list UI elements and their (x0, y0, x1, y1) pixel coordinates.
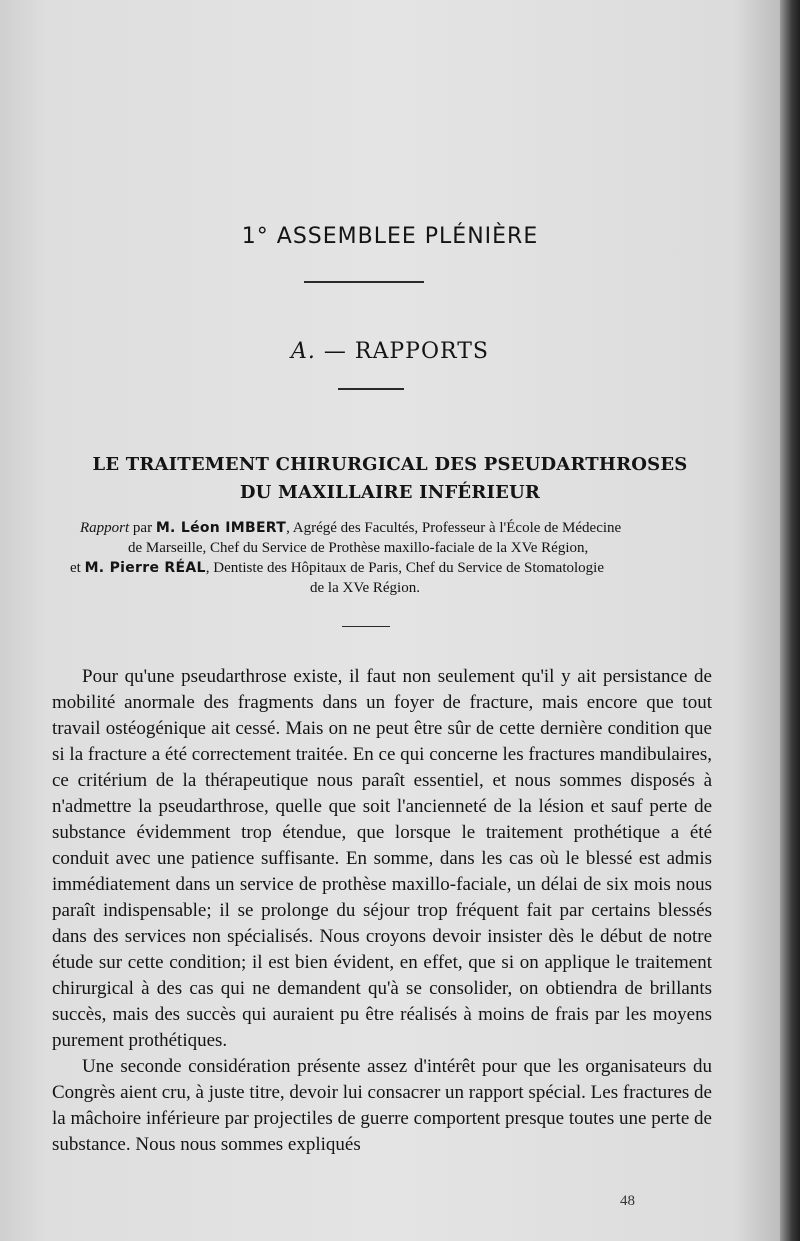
rapport-label: Rapport (80, 520, 130, 536)
author-imbert: M. Léon IMBERT (155, 520, 287, 536)
par-word: par (129, 520, 156, 536)
article-title (60, 451, 720, 507)
et-word: et (70, 560, 85, 576)
subsection-heading (0, 339, 780, 364)
paragraph-2: Une seconde considération présente assez d'intérêt pour que les organisateurs du Congrès aient cru, à juste titre, devoir lui consacrer un rapport spécial. Les fractures de la mâchoire inférieure par projectiles de guerre comportent presque toutes une perte de substance. Nous nous sommes expliqués (52, 1056, 712, 1155)
report-line-2: de Marseille, Chef du Service de Prothèse maxillo-faciale de la XVe Région, (128, 540, 589, 556)
report-line-1 (70, 518, 720, 538)
paragraph-1: Pour qu'une pseudarthrose existe, il faut non seulement qu'il y ait persistance de mobilité anormale des fragments dans un foyer de fracture, mais encore que tout travail ostéogénique ait cessé. Mais on ne peut être sûr de cette dernière condition que si la fracture a été correctement traitée. En ce qui concerne les fractures mandibulaires, ce critérium de la thérapeutique nous paraît essentiel, et nous sommes disposés à n'admettre la pseudarthrose, quelle que soit l'ancienneté de la lésion et sauf perte de substance évidemment trop étendue, que lorsque le traitement prothétique a été conduit avec une patience suffisante. En somme, dans les cas où le blessé est admis immédiatement dans un service de prothèse maxillo-faciale, un délai de six mois nous paraît indispensable; il se prolonge du séjour trop fréquent fait par certains blessés dans des services non spécialisés. Nous croyons devoir insister dès le début de notre étude sur cette condition; il est bien évident, en effet, que si on applique le traitement chirurgical à des cas qui ne demandent qu'à se consolider, on obtiendra de brillants succès, mais des succès qui auraient pu être réalisés à moins de frais par les moyens purement prothétiques. (52, 666, 712, 1051)
subsection-dash: — (323, 339, 347, 364)
section-heading (0, 224, 780, 249)
report-divider (342, 626, 390, 627)
subsection-title: RAPPORTS (354, 339, 489, 364)
subsection-letter: A. (291, 339, 316, 364)
report-line-4: de la XVe Région. (310, 580, 420, 596)
page-edge-shadow (780, 0, 800, 1241)
page-number: 48 (620, 1193, 635, 1209)
subsection-divider (338, 388, 404, 390)
section-divider (304, 281, 424, 283)
report-attribution (70, 518, 720, 598)
author-imbert-desc: , Agrégé des Facultés, Professeur à l'École de Médecine (286, 520, 622, 536)
article-title-line2: DU MAXILLAIRE INFÉRIEUR (239, 482, 541, 503)
author-real: M. Pierre RÉAL (84, 560, 206, 576)
author-real-desc: , Dentiste des Hôpitaux de Paris, Chef du Service de Stomatologie (205, 560, 604, 576)
body-text (52, 664, 712, 1158)
section-title: ASSEMBLEE PLÉNIÈRE (276, 224, 539, 249)
report-line-3 (70, 558, 720, 578)
article-title-line1: LE TRAITEMENT CHIRURGICAL DES PSEUDARTHROSES (92, 454, 688, 475)
section-number: 1° (241, 224, 269, 249)
